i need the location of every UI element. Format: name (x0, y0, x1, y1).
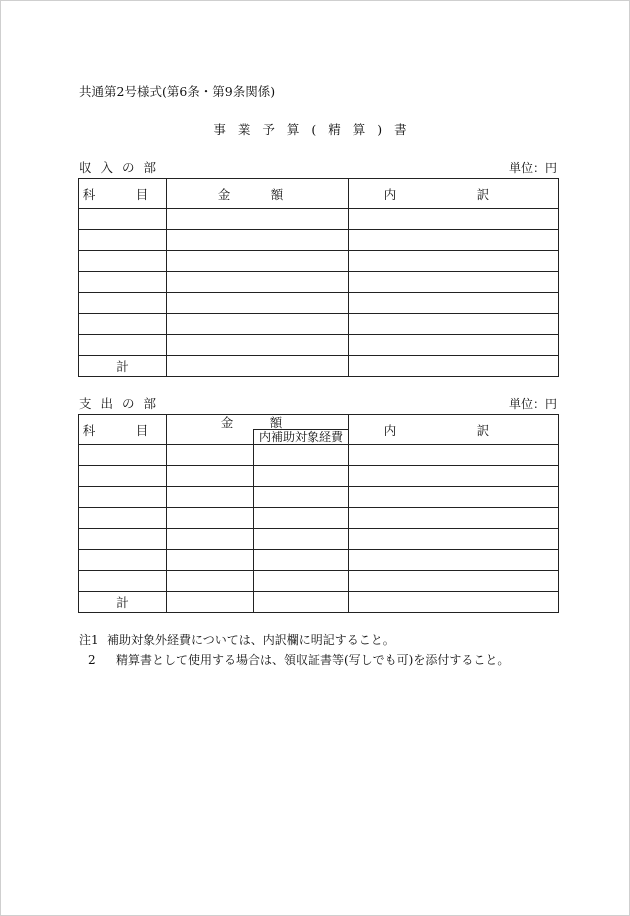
expense-cell-subject[interactable] (79, 550, 167, 571)
income-cell-breakdown[interactable] (349, 251, 559, 272)
expense-cell-subject[interactable] (79, 529, 167, 550)
income-row (79, 251, 559, 272)
expense-row (79, 466, 559, 487)
expense-cell-subject[interactable] (79, 466, 167, 487)
income-header-subject: 科 目 (79, 179, 167, 209)
expense-cell-breakdown[interactable] (349, 445, 559, 466)
expense-cell-breakdown[interactable] (349, 487, 559, 508)
expense-cell-amount[interactable] (167, 466, 254, 487)
expense-header-amount-blank (167, 430, 254, 445)
expense-cell-breakdown[interactable] (349, 550, 559, 571)
expense-total-breakdown[interactable] (349, 592, 559, 613)
income-row (79, 209, 559, 230)
expense-section-label: 支出の部 (79, 396, 166, 411)
expense-row (79, 487, 559, 508)
income-cell-subject[interactable] (79, 293, 167, 314)
expense-cell-amount[interactable] (167, 445, 254, 466)
expense-header-amount (167, 415, 349, 430)
note-item (88, 653, 509, 667)
expense-cell-breakdown[interactable] (349, 529, 559, 550)
income-cell-amount[interactable] (167, 272, 349, 293)
expense-header-amount-label: 金 額 (220, 415, 295, 430)
income-cell-amount[interactable] (167, 335, 349, 356)
income-header-breakdown: 内 訳 (349, 179, 559, 209)
income-row (79, 335, 559, 356)
expense-header-subject: 科 目 (79, 415, 167, 445)
expense-cell-amount[interactable] (167, 508, 254, 529)
note-number: 注1 (79, 633, 99, 647)
income-cell-amount[interactable] (167, 251, 349, 272)
expense-cell-subsidy[interactable] (254, 487, 349, 508)
expense-cell-subject[interactable] (79, 445, 167, 466)
income-cell-breakdown[interactable] (349, 293, 559, 314)
income-cell-breakdown[interactable] (349, 314, 559, 335)
income-cell-amount[interactable] (167, 293, 349, 314)
note-number: 2 (88, 653, 96, 667)
expense-total-label: 計 (79, 592, 167, 613)
expense-cell-amount[interactable] (167, 529, 254, 550)
expense-row (79, 571, 559, 592)
income-cell-breakdown[interactable] (349, 272, 559, 293)
expense-cell-subsidy[interactable] (254, 445, 349, 466)
income-cell-subject[interactable] (79, 335, 167, 356)
income-row (79, 272, 559, 293)
note-text: 精算書として使用する場合は、領収証書等(写しでも可)を添付すること。 (116, 653, 510, 667)
expense-total-amount[interactable] (167, 592, 254, 613)
income-cell-amount[interactable] (167, 230, 349, 251)
expense-cell-breakdown[interactable] (349, 508, 559, 529)
expense-cell-breakdown[interactable] (349, 571, 559, 592)
expense-header-subsidy (254, 430, 349, 445)
expense-cell-amount[interactable] (167, 550, 254, 571)
income-cell-subject[interactable] (79, 272, 167, 293)
income-cell-subject[interactable] (79, 314, 167, 335)
income-total-label: 計 (79, 356, 167, 377)
income-total-row (79, 356, 559, 377)
income-header-amount: 金 額 (167, 179, 349, 209)
income-header-row (79, 179, 559, 209)
income-row (79, 293, 559, 314)
expense-cell-amount[interactable] (167, 571, 254, 592)
income-cell-breakdown[interactable] (349, 335, 559, 356)
income-total-amount[interactable] (167, 356, 349, 377)
income-section-label: 収入の部 (79, 160, 166, 175)
document-title: 事業予算(精算)書 (213, 122, 419, 137)
expense-total-subsidy[interactable] (254, 592, 349, 613)
note-text: 補助対象外経費については、内訳欄に明記すること。 (107, 633, 395, 647)
expense-cell-subsidy[interactable] (254, 550, 349, 571)
income-table (78, 178, 559, 377)
income-cell-breakdown[interactable] (349, 209, 559, 230)
income-unit-label: 単位：円 (508, 161, 557, 175)
income-cell-amount[interactable] (167, 209, 349, 230)
income-row (79, 314, 559, 335)
income-cell-breakdown[interactable] (349, 230, 559, 251)
income-row (79, 230, 559, 251)
income-cell-amount[interactable] (167, 314, 349, 335)
expense-cell-subsidy[interactable] (254, 508, 349, 529)
expense-cell-amount[interactable] (167, 487, 254, 508)
expense-row (79, 508, 559, 529)
expense-row (79, 445, 559, 466)
note-item (79, 633, 395, 647)
expense-header-breakdown: 内 訳 (349, 415, 559, 445)
expense-cell-subject[interactable] (79, 508, 167, 529)
expense-header-row (79, 415, 559, 430)
expense-cell-subsidy[interactable] (254, 466, 349, 487)
expense-header-subsidy-label: 内補助対象経費 (259, 430, 344, 444)
expense-unit-label: 単位：円 (508, 397, 557, 411)
expense-cell-subsidy[interactable] (254, 529, 349, 550)
income-cell-subject[interactable] (79, 230, 167, 251)
expense-total-row (79, 592, 559, 613)
expense-row (79, 529, 559, 550)
form-number: 共通第2号様式(第6条・第9条関係) (79, 84, 276, 99)
income-total-breakdown[interactable] (349, 356, 559, 377)
expense-row (79, 550, 559, 571)
income-cell-subject[interactable] (79, 209, 167, 230)
expense-cell-subject[interactable] (79, 571, 167, 592)
expense-table (78, 414, 559, 613)
expense-cell-subject[interactable] (79, 487, 167, 508)
income-cell-subject[interactable] (79, 251, 167, 272)
expense-cell-breakdown[interactable] (349, 466, 559, 487)
expense-cell-subsidy[interactable] (254, 571, 349, 592)
